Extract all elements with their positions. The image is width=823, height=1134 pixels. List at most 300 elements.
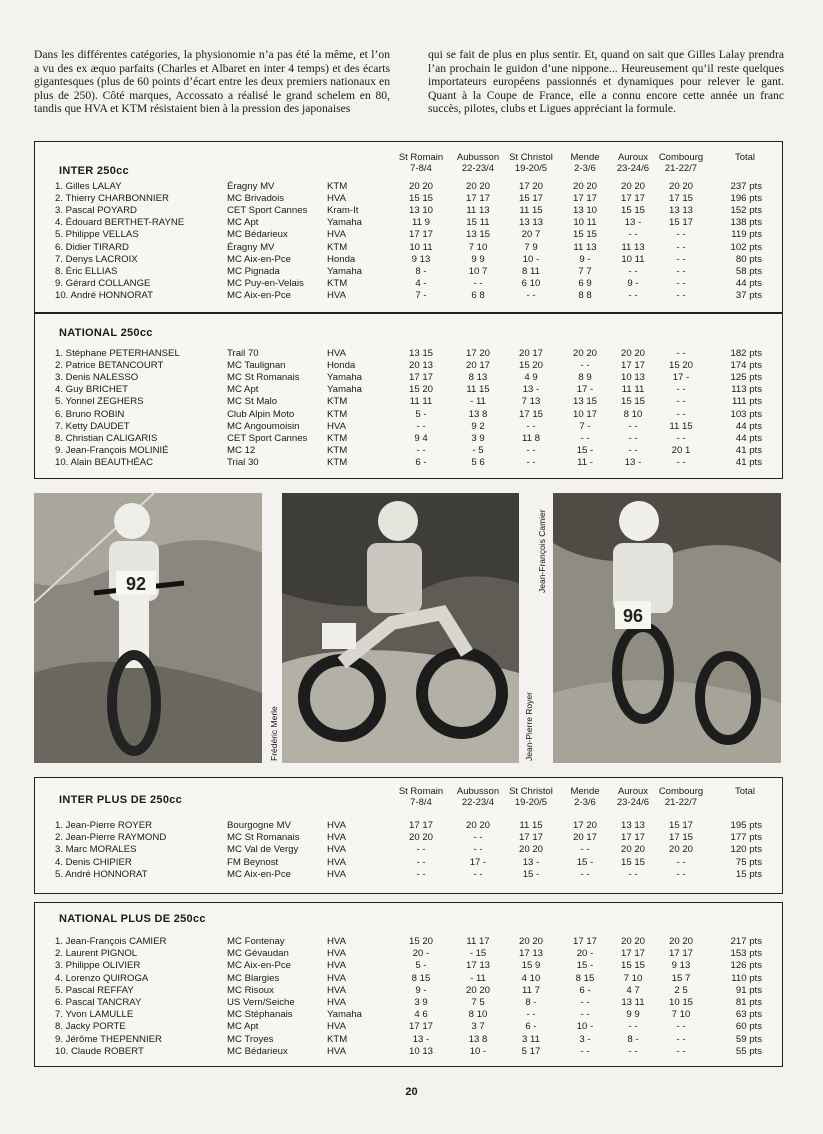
round-score: - - xyxy=(628,868,638,880)
table-row xyxy=(35,1021,782,1033)
rider-club: Bourgogne MV xyxy=(227,820,291,831)
round-score: 9 - xyxy=(579,253,591,265)
rider-total: 237 pts xyxy=(730,181,762,192)
rider-name: 8. Jacky PORTE xyxy=(55,1021,126,1033)
table-row xyxy=(35,348,782,360)
rider-club: MC St Romanais xyxy=(227,832,300,844)
table-inter-plus-250 xyxy=(34,777,783,894)
table-row xyxy=(35,421,782,433)
table-row xyxy=(35,445,782,457)
round-score: 9 9 xyxy=(471,253,485,265)
round-score: 20 20 xyxy=(620,936,645,947)
round-score: 15 9 xyxy=(521,960,541,972)
rider-name: 9. Jérôme THEPENNIER xyxy=(55,1033,162,1045)
round-score: 20 20 xyxy=(408,832,433,844)
round-score: 3 11 xyxy=(522,1033,540,1045)
rider-bike: HVA xyxy=(327,289,347,301)
round-score: - - xyxy=(416,844,426,856)
round-score: 13 13 xyxy=(668,205,693,217)
table-national-250 xyxy=(34,313,783,479)
round-score: 6 9 xyxy=(578,277,592,289)
rider-total: 177 pts xyxy=(730,832,762,844)
round-score: 17 15 xyxy=(668,832,693,844)
table-row xyxy=(35,869,782,881)
round-score: - - xyxy=(526,1009,536,1021)
round-score: - - xyxy=(580,1009,590,1021)
round-score: 15 7 xyxy=(671,972,691,984)
rider-bike: HVA xyxy=(327,844,347,856)
round-score: 17 20 xyxy=(572,820,597,831)
rider-club: FM Beynost xyxy=(227,856,279,868)
round-score: 9 13 xyxy=(411,253,431,265)
round-score: 11 17 xyxy=(466,936,490,947)
round-score: - - xyxy=(580,997,590,1008)
round-score: 7 10 xyxy=(623,972,643,984)
round-score: 11 13 xyxy=(573,241,597,253)
round-score: 17 17 xyxy=(620,360,645,372)
rider-name: 3. Philippe OLIVIER xyxy=(55,960,141,972)
column-place: St Christol xyxy=(509,786,553,797)
round-score: 13 15 xyxy=(465,229,490,241)
column-header xyxy=(504,152,558,174)
column-header xyxy=(451,152,505,174)
round-score: 15 - xyxy=(576,960,594,972)
round-score: 7 5 xyxy=(471,997,485,1008)
table-row xyxy=(35,205,782,217)
rider-club: MC Risoux xyxy=(227,984,274,996)
rider-total: 44 pts xyxy=(735,432,762,444)
rider-bike: HVA xyxy=(327,193,347,205)
round-score: 9 13 xyxy=(671,960,691,972)
round-score: 17 - xyxy=(469,856,487,868)
round-score: 20 7 xyxy=(521,229,541,241)
table-row xyxy=(35,254,782,266)
column-date: 7-8/4 xyxy=(410,163,432,174)
round-score: 20 17 xyxy=(465,360,490,372)
column-place: Aubusson xyxy=(456,152,500,163)
table-row xyxy=(35,985,782,997)
rider-club: CET Sport Cannes xyxy=(227,432,308,444)
table-row xyxy=(35,372,782,384)
rider-bike: HVA xyxy=(327,820,347,831)
rider-bike: KTM xyxy=(327,408,348,420)
rider-club: MC Pignada xyxy=(227,265,280,277)
rider-name: 3. Marc MORALES xyxy=(55,844,137,856)
round-score: - - xyxy=(676,856,686,868)
round-score: - - xyxy=(676,456,686,468)
round-score: - - xyxy=(628,1021,638,1033)
rider-name: 1. Gilles LALAY xyxy=(55,181,122,192)
rider-club: MC Bédarieux xyxy=(227,1045,288,1057)
round-score: - - xyxy=(628,432,638,444)
round-score: - - xyxy=(580,432,590,444)
column-header xyxy=(606,152,660,174)
round-score: 4 7 xyxy=(626,984,640,996)
round-score: 3 7 xyxy=(471,1021,485,1033)
column-date: 2-3/6 xyxy=(574,797,596,808)
table-row xyxy=(35,1046,782,1058)
round-score: 13 - xyxy=(624,217,642,229)
rider-name: 6. Pascal TANCRAY xyxy=(55,997,142,1008)
photo-credit-3: Jean-François Camier xyxy=(537,509,547,593)
round-score: 4 10 xyxy=(521,972,541,984)
rider-bike: HVA xyxy=(327,856,347,868)
round-score: 13 8 xyxy=(468,1033,488,1045)
round-score: 5 - xyxy=(415,960,427,972)
table-row xyxy=(35,181,782,193)
rider-total: 125 pts xyxy=(730,372,762,384)
table-row xyxy=(35,960,782,972)
round-score: 10 - xyxy=(469,1045,487,1057)
rider-name: 10. Alain BEAUTHÉAC xyxy=(55,456,154,468)
round-score: 8 8 xyxy=(578,289,592,301)
round-score: 20 20 xyxy=(572,181,597,192)
race-number-92: 92 xyxy=(125,574,147,594)
rider-total: 138 pts xyxy=(730,217,762,229)
rider-name: 5. André HONNORAT xyxy=(55,868,148,880)
round-score: 17 17 xyxy=(620,832,645,844)
rider-club: US Vern/Seiche xyxy=(227,997,295,1008)
round-score: 15 15 xyxy=(572,229,597,241)
table-row xyxy=(35,290,782,302)
table-row xyxy=(35,997,782,1009)
table-row xyxy=(35,409,782,421)
rider-bike: HVA xyxy=(327,832,347,844)
round-score: 20 20 xyxy=(465,181,490,192)
round-score: 8 15 xyxy=(575,972,595,984)
table-row xyxy=(35,433,782,445)
round-score: - - xyxy=(628,289,638,301)
rider-name: 2. Patrice BETANCOURT xyxy=(55,360,164,372)
rider-bike: KTM xyxy=(327,241,348,253)
round-score: 7 10 xyxy=(468,241,488,253)
round-score: 9 - xyxy=(415,984,427,996)
table-row xyxy=(35,266,782,278)
rider-name: 4. Guy BRICHET xyxy=(55,384,129,396)
round-score: 15 15 xyxy=(620,396,645,408)
round-score: 11 13 xyxy=(621,241,645,253)
round-score: 4 6 xyxy=(414,1009,428,1021)
round-score: 11 15 xyxy=(466,384,490,396)
round-score: - - xyxy=(628,420,638,432)
round-score: - - xyxy=(580,1045,590,1057)
rider-name: 7. Yvon LAMULLE xyxy=(55,1009,134,1021)
table-row xyxy=(35,936,782,948)
round-score: 5 - xyxy=(415,408,427,420)
column-date: 7-8/4 xyxy=(410,797,432,808)
rider-name: 5. Yonnel ZEGHERS xyxy=(55,396,144,408)
rider-total: 119 pts xyxy=(731,229,762,241)
table-row xyxy=(35,384,782,396)
rider-bike: KTM xyxy=(327,277,348,289)
round-score: 20 20 xyxy=(572,348,597,359)
column-place: Mende xyxy=(570,152,600,163)
round-score: 15 20 xyxy=(518,360,543,372)
round-score: 17 17 xyxy=(620,948,645,960)
table-title: INTER PLUS DE 250cc xyxy=(59,794,183,806)
round-score: 17 13 xyxy=(518,948,543,960)
round-score: 11 15 xyxy=(669,420,693,432)
rider-name: 8. Christian CALIGARIS xyxy=(55,432,158,444)
intro-right-column: qui se fait de plus en plus sentir. Et, quand on sait que Gilles Lalay prendra l’an prochain le guidon d’une nippone... Heureusement qu’il reste quelques importateurs européens passionnés et dynamiques pour relever le gant. Quant à la Coupe de France, elle a connu encore cette année un franc succès, pilotes, clubs et Ligues appréciant la formule. xyxy=(428,48,784,116)
rider-club: MC Troyes xyxy=(227,1033,274,1045)
round-score: 13 15 xyxy=(572,396,597,408)
rider-bike: HVA xyxy=(327,348,347,359)
rider-bike: HVA xyxy=(327,868,347,880)
round-score: 17 - xyxy=(672,372,690,384)
column-date: 23-24/6 xyxy=(616,163,650,174)
round-score: 8 - xyxy=(415,265,427,277)
round-score: 10 13 xyxy=(620,372,645,384)
table-row xyxy=(35,229,782,241)
round-score: 20 13 xyxy=(408,360,433,372)
rider-total: 91 pts xyxy=(735,984,762,996)
column-place: St Romain xyxy=(398,786,444,797)
rider-total: 59 pts xyxy=(735,1033,762,1045)
round-score: 20 20 xyxy=(620,844,645,856)
round-score: - 15 xyxy=(469,948,487,960)
rider-bike: KTM xyxy=(327,1033,348,1045)
round-score: 8 - xyxy=(525,997,537,1008)
round-score: 17 17 xyxy=(408,229,433,241)
rider-club: MC Aix-en-Pce xyxy=(227,960,291,972)
round-score: 8 10 xyxy=(468,1009,488,1021)
round-score: 20 - xyxy=(412,948,430,960)
round-score: 13 - xyxy=(624,456,642,468)
race-number-96: 96 xyxy=(622,606,644,626)
round-score: 8 10 xyxy=(623,408,643,420)
round-score: 17 17 xyxy=(408,820,433,831)
round-score: 15 - xyxy=(522,868,540,880)
round-score: - - xyxy=(628,444,638,456)
round-score: - - xyxy=(473,868,483,880)
rider-bike: Kram-It xyxy=(327,205,359,217)
rider-bike: Honda xyxy=(327,253,356,265)
column-date: 2-3/6 xyxy=(574,163,596,174)
round-score: 8 13 xyxy=(468,372,488,384)
round-score: 2 5 xyxy=(674,984,688,996)
round-score: 10 7 xyxy=(468,265,488,277)
round-score: 17 20 xyxy=(518,181,543,192)
rider-bike: HVA xyxy=(327,972,347,984)
rider-total: 196 pts xyxy=(730,193,762,205)
rider-96-photo xyxy=(553,493,781,763)
round-score: 17 17 xyxy=(620,193,645,205)
rider-bike: Yamaha xyxy=(327,384,363,396)
rider-name: 2. Thierry CHARBONNIER xyxy=(55,193,169,205)
rider-total: 55 pts xyxy=(735,1045,762,1057)
rider-bike: HVA xyxy=(327,936,347,947)
photo-rider-92 xyxy=(34,493,262,763)
column-place: Combourg xyxy=(658,152,704,163)
column-date: 19-20/5 xyxy=(514,163,548,174)
rider-bike: KTM xyxy=(327,444,348,456)
round-score: 20 20 xyxy=(668,181,693,192)
rider-name: 4. Denis CHIPIER xyxy=(55,856,132,868)
round-score: 4 9 xyxy=(524,372,538,384)
round-score: 6 - xyxy=(579,984,591,996)
round-score: 10 13 xyxy=(408,1045,433,1057)
round-score: - - xyxy=(676,348,686,359)
rider-bike: Yamaha xyxy=(327,217,363,229)
rider-name: 10. Claude ROBERT xyxy=(55,1045,144,1057)
rider-name: 1. Stéphane PETERHANSEL xyxy=(55,348,180,359)
table-row xyxy=(35,1034,782,1046)
rider-club: MC Apt xyxy=(227,1021,259,1033)
round-score: - - xyxy=(416,420,426,432)
rider-name: 2. Jean-Pierre RAYMOND xyxy=(55,832,167,844)
rider-club: MC Apt xyxy=(227,384,259,396)
photo-credit-2: Jean-Pierre Royer xyxy=(524,692,534,761)
rider-club: MC Taulignan xyxy=(227,360,286,372)
round-score: - 11 xyxy=(470,396,486,408)
round-score: - - xyxy=(628,265,638,277)
round-score: - - xyxy=(676,265,686,277)
round-score: 17 17 xyxy=(465,193,490,205)
round-score: 13 10 xyxy=(572,205,597,217)
column-place: Aubusson xyxy=(456,786,500,797)
rider-club: MC Puy-en-Velais xyxy=(227,277,304,289)
column-place: Mende xyxy=(570,786,600,797)
round-score: - - xyxy=(416,868,426,880)
round-score: - - xyxy=(526,456,536,468)
round-score: 17 17 xyxy=(408,1021,433,1033)
rider-club: Trial 30 xyxy=(227,456,259,468)
table-row xyxy=(35,1009,782,1021)
rider-bike: HVA xyxy=(327,229,347,241)
round-score: 20 20 xyxy=(518,936,543,947)
round-score: 15 - xyxy=(576,444,594,456)
round-score: 11 11 xyxy=(621,384,645,396)
round-score: 8 15 xyxy=(411,972,431,984)
round-score: 9 9 xyxy=(626,1009,640,1021)
round-score: 9 4 xyxy=(414,432,428,444)
rider-total: 111 pts xyxy=(731,396,762,408)
round-score: - - xyxy=(676,432,686,444)
round-score: 15 - xyxy=(576,856,594,868)
rider-name: 6. Didier TIRARD xyxy=(55,241,129,253)
round-score: 11 15 xyxy=(519,205,543,217)
rider-bike: Honda xyxy=(327,360,356,372)
round-score: 15 17 xyxy=(668,217,693,229)
rider-total: 44 pts xyxy=(735,277,762,289)
round-score: 20 - xyxy=(576,948,594,960)
round-score: 15 15 xyxy=(620,960,645,972)
round-score: 17 15 xyxy=(668,193,693,205)
round-score: 13 8 xyxy=(468,408,488,420)
rider-bike: Yamaha xyxy=(327,372,363,384)
column-date: 22-23/4 xyxy=(461,797,495,808)
column-place: Auroux xyxy=(617,152,649,163)
total-header: Total xyxy=(734,786,756,797)
round-score: 7 13 xyxy=(521,396,541,408)
round-score: 6 8 xyxy=(471,289,485,301)
round-score: - - xyxy=(580,360,590,372)
rider-name: 7. Ketty DAUDET xyxy=(55,420,130,432)
rider-92-photo xyxy=(34,493,262,763)
page-number: 20 xyxy=(405,1086,418,1098)
round-score: 10 - xyxy=(522,253,540,265)
round-score: 11 15 xyxy=(519,820,543,831)
rider-club: MC Aix-en-Pce xyxy=(227,868,291,880)
rider-total: 80 pts xyxy=(735,253,762,265)
round-score: 15 15 xyxy=(408,193,433,205)
rider-bike: KTM xyxy=(327,456,348,468)
rider-club: Éragny MV xyxy=(227,241,275,253)
round-score: 17 17 xyxy=(572,936,597,947)
rider-bike: HVA xyxy=(327,1045,347,1057)
table-national-plus-250 xyxy=(34,902,783,1067)
round-score: 8 9 xyxy=(578,372,592,384)
rider-name: 5. Philippe VELLAS xyxy=(55,229,139,241)
round-score: - - xyxy=(628,229,638,241)
round-score: 13 10 xyxy=(408,205,433,217)
round-score: - - xyxy=(526,444,536,456)
round-score: - - xyxy=(526,289,536,301)
round-score: 17 13 xyxy=(465,960,490,972)
rider-bike: HVA xyxy=(327,1021,347,1033)
round-score: 13 - xyxy=(522,856,540,868)
round-score: 20 20 xyxy=(668,936,693,947)
rider-total: 217 pts xyxy=(730,936,762,947)
round-score: 5 17 xyxy=(521,1045,541,1057)
intro-text xyxy=(34,48,784,116)
rider-total: 153 pts xyxy=(730,948,762,960)
table-inter-250 xyxy=(34,141,783,313)
rider-total: 152 pts xyxy=(730,205,762,217)
round-score: 10 11 xyxy=(409,241,433,253)
round-score: - - xyxy=(676,253,686,265)
round-score: - - xyxy=(676,408,686,420)
round-score: 20 20 xyxy=(465,984,490,996)
round-score: - - xyxy=(473,277,483,289)
rider-name: 1. Jean-Pierre ROYER xyxy=(55,820,153,831)
round-score: 17 17 xyxy=(668,948,693,960)
round-score: 13 13 xyxy=(518,217,543,229)
round-score: - - xyxy=(676,229,686,241)
rider-total: 103 pts xyxy=(730,408,762,420)
rider-club: MC Blargies xyxy=(227,972,280,984)
column-header xyxy=(394,786,448,808)
total-header: Total xyxy=(734,152,756,163)
column-header xyxy=(504,786,558,808)
rider-name: 4. Édouard BERTHET-RAYNE xyxy=(55,217,185,229)
round-score: - - xyxy=(526,420,536,432)
round-score: - - xyxy=(676,868,686,880)
round-score: 20 17 xyxy=(518,348,543,359)
rider-name: 9. Jean-François MOLINIÉ xyxy=(55,444,169,456)
column-header xyxy=(606,786,660,808)
rider-bike: HVA xyxy=(327,420,347,432)
round-score: - - xyxy=(580,868,590,880)
table-title: NATIONAL PLUS DE 250cc xyxy=(59,913,206,925)
column-date: 23-24/6 xyxy=(616,797,650,808)
rider-total: 15 pts xyxy=(735,868,762,880)
round-score: 8 - xyxy=(627,1033,639,1045)
table-row xyxy=(35,857,782,869)
round-score: 15 17 xyxy=(518,193,543,205)
photo-rider-96 xyxy=(553,493,781,763)
rider-club: MC Val de Vergy xyxy=(227,844,299,856)
rider-total: 63 pts xyxy=(735,1009,762,1021)
column-place: Auroux xyxy=(617,786,649,797)
rider-total: 120 pts xyxy=(730,844,762,856)
column-date: 22-23/4 xyxy=(461,163,495,174)
table-row xyxy=(35,278,782,290)
rider-bike: KTM xyxy=(327,396,348,408)
rider-total: 81 pts xyxy=(735,997,762,1008)
round-score: 20 20 xyxy=(668,844,693,856)
